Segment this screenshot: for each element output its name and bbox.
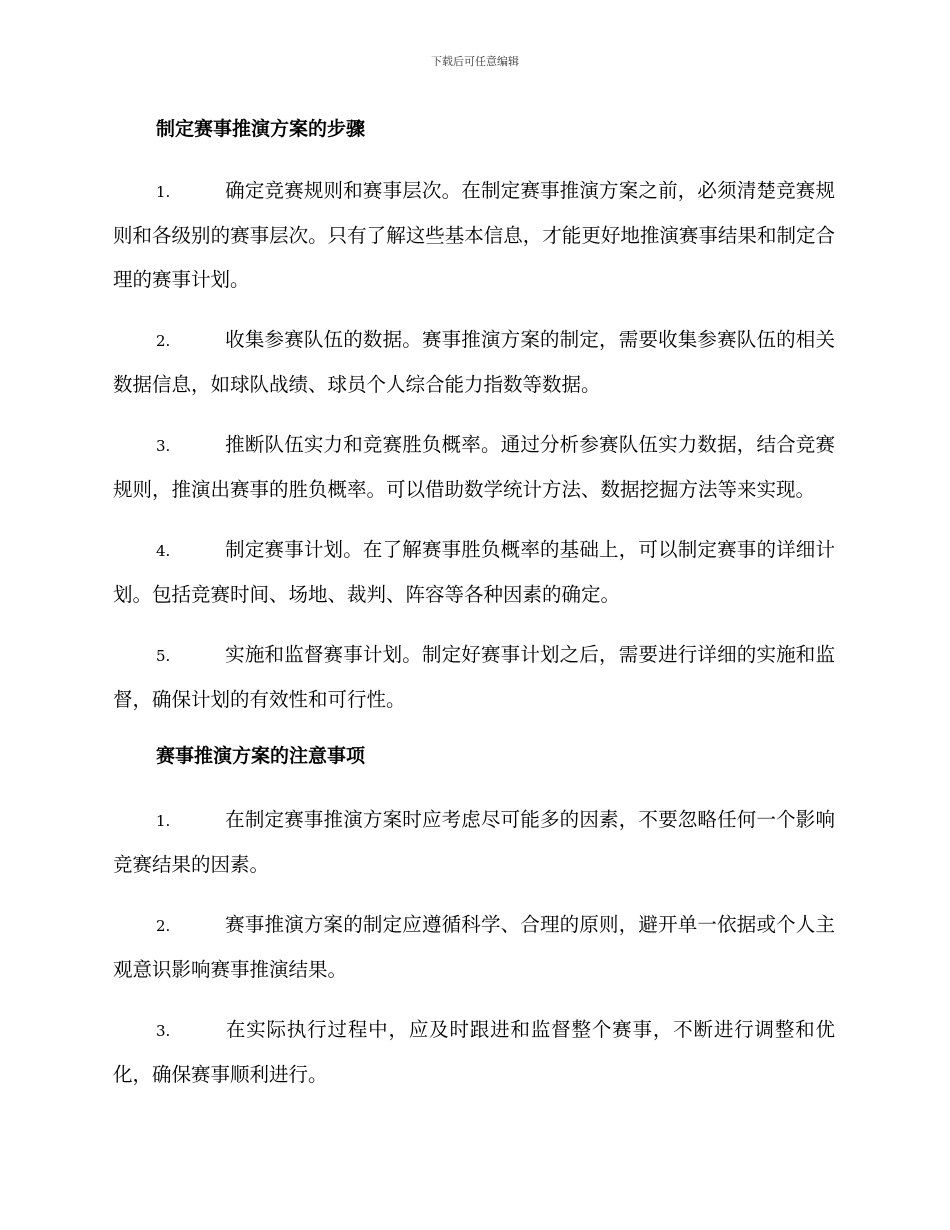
document-body	[113, 113, 835, 1113]
section-heading: 制定赛事推演方案的步骤	[156, 118, 366, 140]
list-number: 2.	[156, 917, 171, 935]
list-text: 在制定赛事推演方案时应考虑尽可能多的因素，不要忽略任何一个影响竞赛结果的因素。	[113, 808, 835, 876]
list-item	[113, 798, 835, 887]
list-text: 推断队伍实力和竞赛胜负概率。通过分析参赛队伍实力数据，结合竞赛规则，推演出赛事的胜负概率。可以借助数学统计方法、数据挖掘方法等来实现。	[113, 433, 835, 501]
list-number: 1.	[156, 183, 171, 201]
list-text: 制定赛事计划。在了解赛事胜负概率的基础上，可以制定赛事的详细计划。包括竞赛时间、场地、裁判、阵容等各种因素的确定。	[113, 538, 835, 606]
list-item	[113, 528, 835, 617]
list-item	[113, 423, 835, 512]
list-number: 4.	[156, 542, 171, 560]
page-header: 下载后可任意编辑	[431, 55, 519, 68]
list-number: 3.	[156, 437, 171, 455]
list-item	[113, 318, 835, 407]
list-item	[113, 169, 835, 302]
list-number: 2.	[156, 332, 171, 350]
list-number: 1.	[156, 812, 171, 830]
list-number: 5.	[156, 647, 171, 665]
list-item	[113, 903, 835, 992]
section-heading: 赛事推演方案的注意事项	[156, 745, 366, 767]
list-item	[113, 1008, 835, 1097]
list-text: 确定竞赛规则和赛事层次。在制定赛事推演方案之前，必须清楚竞赛规则和各级别的赛事层次。只有了解这些基本信息，才能更好地推演赛事结果和制定合理的赛事计划。	[113, 179, 835, 291]
list-number: 3.	[156, 1022, 171, 1040]
list-item	[113, 633, 835, 722]
section-steps	[113, 113, 835, 722]
list-text: 实施和监督赛事计划。制定好赛事计划之后，需要进行详细的实施和监督，确保计划的有效性和可行性。	[113, 643, 835, 711]
list-text: 赛事推演方案的制定应遵循科学、合理的原则，避开单一依据或个人主观意识影响赛事推演结果。	[113, 913, 835, 981]
list-text: 在实际执行过程中，应及时跟进和监督整个赛事，不断进行调整和优化，确保赛事顺利进行。	[113, 1018, 835, 1086]
list-text: 收集参赛队伍的数据。赛事推演方案的制定，需要收集参赛队伍的相关数据信息，如球队战绩、球员个人综合能力指数等数据。	[113, 328, 835, 396]
section-notes	[113, 740, 835, 1097]
